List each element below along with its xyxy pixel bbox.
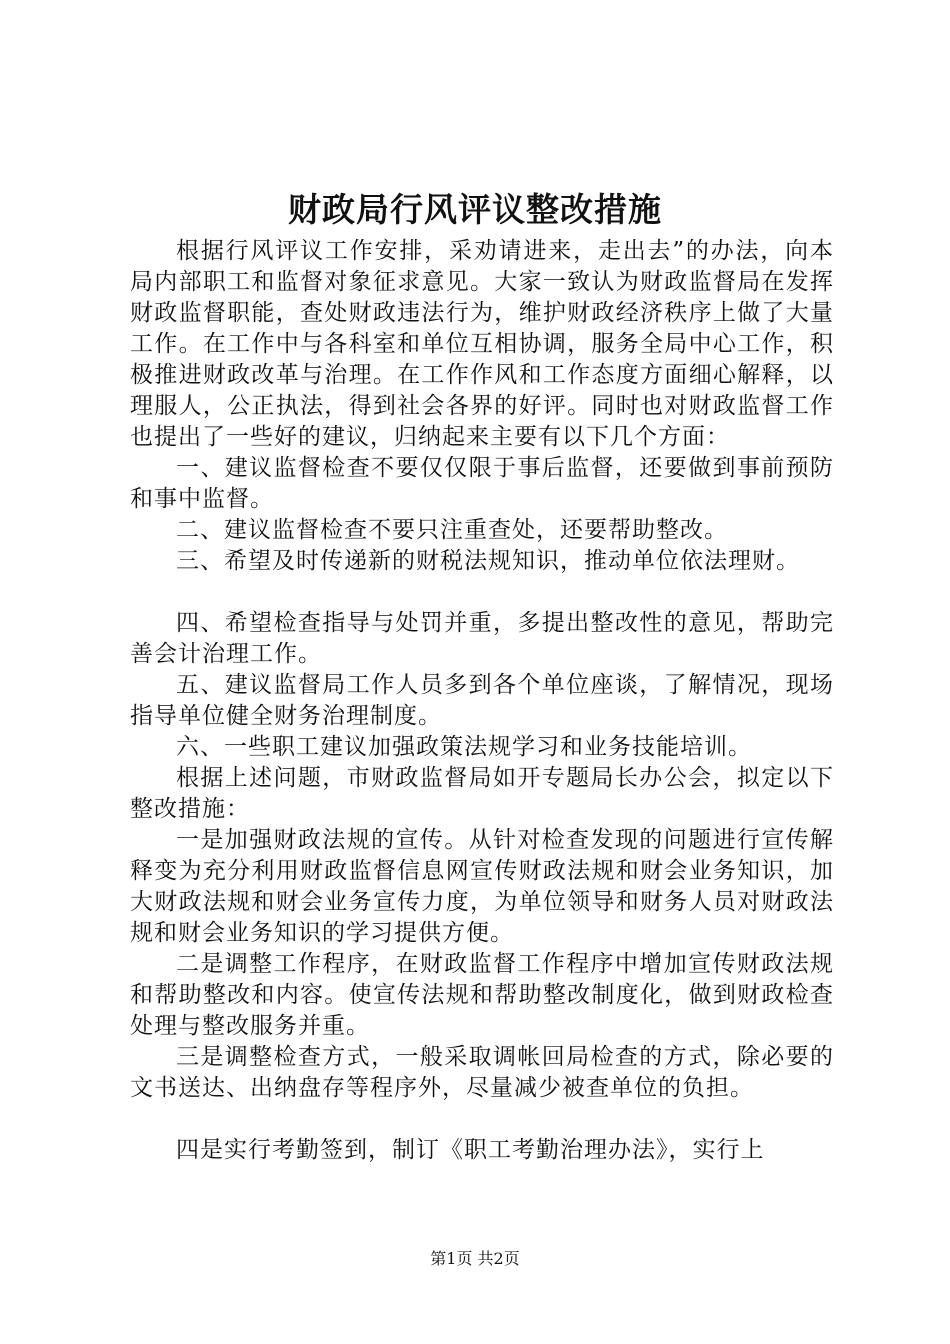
paragraph-measure-4: 四是实行考勤签到，制订《职工考勤治理办法》，实行上 bbox=[176, 1137, 765, 1163]
paragraph-item-6: 六、一些职工建议加强政策法规学习和业务技能培训。 bbox=[176, 734, 752, 760]
paragraph-intro: 根据行风评议工作安排，采劝请进来，走出去”的办法，向本局内部职工和监督对象征求意见。大家一致认为财政监督局在发挥财政监督职能，查处财政违法行为，维护财政经济秩序上做了大量工作。在工作中与各科室和单位互相协调，服务全局中心工作，积极推进财政改革与治理。在工作作风和工作态度方面细心解释，以理服人，公正执法，得到社会各界的好评。同时也对财政监督工作也提出了一些好的建议，归纳起来主要有以下几个方面： bbox=[130, 238, 834, 450]
paragraph-item-2: 二、建议监督检查不要只注重查处，还要帮助整改。 bbox=[176, 517, 728, 543]
document-title: 财政局行风评议整改措施 bbox=[288, 190, 662, 229]
paragraph-spacer bbox=[130, 577, 834, 608]
paragraph-measure-2: 二是调整工作程序，在财政监督工作程序中增加宣传财政法规和帮助整改和内容。使宣传法规和帮助整改制度化，做到财政检查处理与整改服务并重。 bbox=[130, 951, 834, 1039]
paragraph-measure-1: 一是加强财政法规的宣传。从针对检查发现的问题进行宣传解释变为充分利用财政监督信息网宣传财政法规和财会业务知识，加大财政法规和财会业务宣传力度，为单位领导和财务人员对财政法规和财会业务知识的学习提供方便。 bbox=[130, 827, 834, 946]
paragraph-spacer bbox=[130, 1104, 834, 1135]
paragraph-measures-intro: 根据上述问题，市财政监督局如开专题局长办公会，拟定以下整改措施： bbox=[130, 765, 834, 822]
paragraph-measure-3: 三是调整检查方式，一般采取调帐回局检查的方式，除必要的文书送达、出纳盘存等程序外，尽量减少被查单位的负担。 bbox=[130, 1044, 834, 1101]
document-body bbox=[130, 236, 834, 1166]
paragraph-item-5: 五、建议监督局工作人员多到各个单位座谈，了解情况，现场指导单位健全财务治理制度。 bbox=[130, 672, 834, 729]
paragraph-item-3: 三、希望及时传递新的财税法规知识，推动单位依法理财。 bbox=[176, 548, 800, 574]
paragraph-item-1: 一、建议监督检查不要仅仅限于事后监督，还要做到事前预防和事中监督。 bbox=[130, 455, 834, 512]
paragraph-item-4: 四、希望检查指导与处罚并重，多提出整改性的意见，帮助完善会计治理工作。 bbox=[130, 610, 834, 667]
page-number-footer: 第1页 共2页 bbox=[430, 1249, 520, 1268]
